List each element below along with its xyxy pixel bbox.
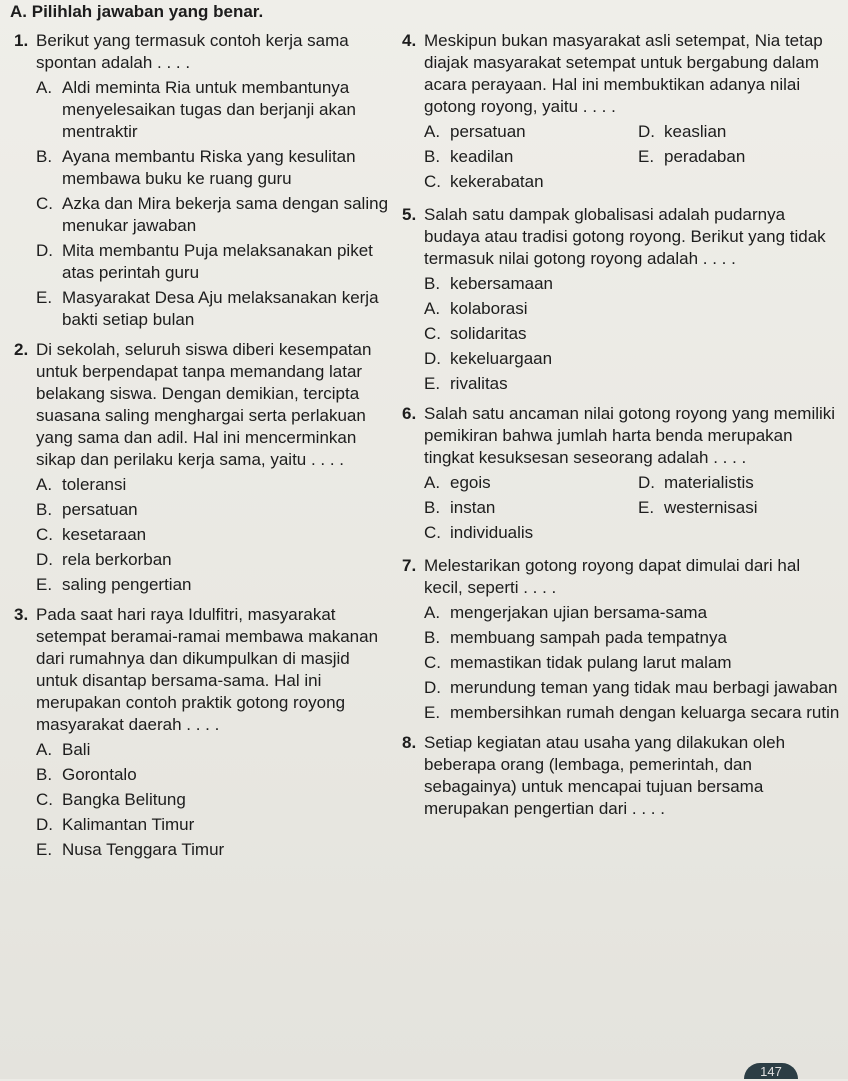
answer-option bbox=[36, 549, 396, 571]
option-letter: C. bbox=[424, 172, 441, 191]
option-text: keadilan bbox=[450, 147, 514, 166]
option-text: Nusa Tenggara Timur bbox=[62, 840, 225, 859]
question-number: 3. bbox=[14, 605, 29, 624]
option-letter: A. bbox=[424, 122, 441, 141]
option-letter: B. bbox=[424, 147, 441, 166]
option-text: toleransi bbox=[62, 475, 127, 494]
answer-option bbox=[424, 146, 628, 168]
answer-options bbox=[424, 472, 842, 547]
answer-option bbox=[424, 677, 842, 699]
answer-option bbox=[36, 814, 396, 836]
option-letter: A. bbox=[36, 475, 53, 494]
question-number: 1. bbox=[14, 31, 29, 50]
option-text: kolaborasi bbox=[450, 299, 528, 318]
option-letter: D. bbox=[36, 550, 53, 569]
question-header bbox=[14, 30, 396, 74]
answer-option bbox=[36, 524, 396, 546]
option-letter: E. bbox=[638, 147, 655, 166]
question-text: Pada saat hari raya Idulfitri, masyarakat setempat beramai-ramai membawa makanan dari rumahnya dan dikumpulkan di masjid untuk disantap bersama-sama. Hal ini merupakan contoh praktik gotong royong masyarakat daerah . . . . bbox=[36, 605, 379, 734]
question-number: 2. bbox=[14, 340, 29, 359]
option-text: membuang sampah pada tempatnya bbox=[450, 628, 727, 647]
section-letter: A. bbox=[10, 2, 27, 21]
question-text: Setiap kegiatan atau usaha yang dilakukan oleh beberapa orang (lembaga, pemerintah, dan sebagainya) untuk mencapai tujuan bersama merupakan pengertian dari . . . . bbox=[424, 733, 786, 818]
question-8 bbox=[402, 732, 842, 820]
option-text: memastikan tidak pulang larut malam bbox=[450, 653, 732, 672]
option-letter: A. bbox=[36, 740, 53, 759]
option-letter: B. bbox=[424, 274, 441, 293]
answer-option bbox=[424, 373, 842, 395]
option-letter: C. bbox=[424, 324, 441, 343]
answer-option bbox=[36, 146, 396, 190]
answer-option bbox=[36, 287, 396, 331]
answer-option bbox=[424, 497, 628, 519]
question-5 bbox=[402, 204, 842, 395]
answer-option bbox=[424, 298, 842, 320]
question-7 bbox=[402, 555, 842, 724]
question-text: Melestarikan gotong royong dapat dimulai dari hal kecil, seperti . . . . bbox=[424, 556, 801, 597]
answer-option bbox=[36, 499, 396, 521]
answer-option bbox=[424, 171, 628, 193]
option-text: membersihkan rumah dengan keluarga secara rutin bbox=[450, 703, 840, 722]
answer-option bbox=[638, 146, 842, 168]
answer-option bbox=[424, 472, 628, 494]
option-text: saling pengertian bbox=[62, 575, 192, 594]
left-column bbox=[14, 30, 396, 869]
option-letter: C. bbox=[36, 790, 53, 809]
answer-option bbox=[424, 652, 842, 674]
option-letter: B. bbox=[36, 147, 53, 166]
answer-options bbox=[36, 474, 396, 596]
option-letter: C. bbox=[424, 653, 441, 672]
option-text: Aldi meminta Ria untuk membantunya menyelesaikan tugas dan berjanji akan mentraktir bbox=[62, 78, 356, 141]
answer-option bbox=[424, 602, 842, 624]
option-text: keaslian bbox=[664, 122, 727, 141]
question-1 bbox=[14, 30, 396, 331]
option-text: persatuan bbox=[62, 500, 138, 519]
option-text: Masyarakat Desa Aju melaksanakan kerja bakti setiap bulan bbox=[62, 288, 379, 329]
question-text: Berikut yang termasuk contoh kerja sama spontan adalah . . . . bbox=[36, 31, 349, 72]
option-letter: E. bbox=[36, 840, 53, 859]
option-letter: D. bbox=[424, 678, 441, 697]
option-text: kebersamaan bbox=[450, 274, 554, 293]
option-text: egois bbox=[450, 473, 491, 492]
question-text: Meskipun bukan masyarakat asli setempat, Nia tetap diajak masyarakat setempat untuk bergabung dalam acara perayaan. Hal ini membuktikan adanya nilai gotong royong, yaitu . . . . bbox=[424, 31, 823, 116]
option-letter: C. bbox=[424, 523, 441, 542]
question-header bbox=[14, 604, 396, 736]
question-4 bbox=[402, 30, 842, 196]
option-letter: E. bbox=[36, 288, 53, 307]
question-number: 8. bbox=[402, 733, 417, 752]
answer-option bbox=[36, 240, 396, 284]
question-text: Salah satu ancaman nilai gotong royong yang memiliki pemikiran bahwa jumlah harta benda merupakan tingkat kesuksesan seseorang adalah . . . . bbox=[424, 404, 836, 467]
answer-options bbox=[36, 77, 396, 331]
answer-option bbox=[36, 789, 396, 811]
option-letter: D. bbox=[638, 473, 655, 492]
answer-option bbox=[638, 472, 842, 494]
answer-option bbox=[424, 627, 842, 649]
option-text: Bali bbox=[62, 740, 91, 759]
answer-options bbox=[424, 273, 842, 395]
option-text: individualis bbox=[450, 523, 534, 542]
option-text: westernisasi bbox=[664, 498, 758, 517]
option-letter: E. bbox=[424, 703, 441, 722]
page-number: 147 bbox=[744, 1063, 798, 1079]
question-number: 5. bbox=[402, 205, 417, 224]
option-letter: B. bbox=[36, 765, 53, 784]
option-text: kekeluargaan bbox=[450, 349, 553, 368]
option-letter: A. bbox=[424, 299, 441, 318]
answer-option bbox=[424, 121, 628, 143]
option-text: persatuan bbox=[450, 122, 526, 141]
option-text: Bangka Belitung bbox=[62, 790, 186, 809]
question-number: 6. bbox=[402, 404, 417, 423]
answer-option bbox=[424, 522, 628, 544]
section-heading bbox=[10, 2, 263, 22]
option-text: materialistis bbox=[664, 473, 754, 492]
question-6 bbox=[402, 403, 842, 547]
option-letter: E. bbox=[36, 575, 53, 594]
option-text: Kalimantan Timur bbox=[62, 815, 195, 834]
option-text: merundung teman yang tidak mau berbagi jawaban bbox=[450, 678, 838, 697]
option-letter: B. bbox=[424, 628, 441, 647]
option-letter: D. bbox=[424, 349, 441, 368]
option-text: kesetaraan bbox=[62, 525, 147, 544]
question-header bbox=[402, 555, 842, 599]
option-letter: C. bbox=[36, 194, 53, 213]
option-text: Mita membantu Puja melaksanakan piket atas perintah guru bbox=[62, 241, 373, 282]
answer-options bbox=[36, 739, 396, 861]
answer-option bbox=[424, 323, 842, 345]
answer-option bbox=[36, 839, 396, 861]
option-letter: B. bbox=[424, 498, 441, 517]
option-letter: A. bbox=[424, 603, 441, 622]
answer-option bbox=[36, 474, 396, 496]
answer-option bbox=[638, 497, 842, 519]
answer-option bbox=[36, 739, 396, 761]
question-2 bbox=[14, 339, 396, 596]
answer-option bbox=[638, 121, 842, 143]
option-text: instan bbox=[450, 498, 496, 517]
answer-option bbox=[36, 77, 396, 143]
question-text: Di sekolah, seluruh siswa diberi kesempatan untuk berpendapat tanpa memandang latar belakang siswa. Dengan demikian, tercipta suasana saling menghargai serta perlakuan yang sama dan adil. Hal ini mencerminkan sikap dan perilaku kerja sama, yaitu . . . . bbox=[36, 340, 372, 469]
option-text: Ayana membantu Riska yang kesulitan membawa buku ke ruang guru bbox=[62, 147, 356, 188]
question-header bbox=[14, 339, 396, 471]
option-letter: A. bbox=[424, 473, 441, 492]
option-text: rivalitas bbox=[450, 374, 508, 393]
option-letter: A. bbox=[36, 78, 53, 97]
option-text: solidaritas bbox=[450, 324, 527, 343]
question-header bbox=[402, 30, 842, 118]
option-letter: D. bbox=[36, 241, 53, 260]
option-text: kekerabatan bbox=[450, 172, 544, 191]
answer-options bbox=[424, 602, 842, 724]
question-header bbox=[402, 403, 842, 469]
option-text: Azka dan Mira bekerja sama dengan saling menukar jawaban bbox=[62, 194, 389, 235]
answer-option bbox=[424, 702, 842, 724]
answer-options bbox=[424, 121, 842, 196]
question-3 bbox=[14, 604, 396, 861]
question-header bbox=[402, 204, 842, 270]
answer-option bbox=[36, 764, 396, 786]
option-text: peradaban bbox=[664, 147, 746, 166]
question-header bbox=[402, 732, 842, 820]
option-letter: B. bbox=[36, 500, 53, 519]
option-letter: E. bbox=[638, 498, 655, 517]
option-letter: C. bbox=[36, 525, 53, 544]
answer-option bbox=[424, 273, 842, 295]
question-number: 7. bbox=[402, 556, 417, 575]
option-text: Gorontalo bbox=[62, 765, 137, 784]
option-letter: E. bbox=[424, 374, 441, 393]
section-title: Pilihlah jawaban yang benar. bbox=[31, 2, 264, 21]
option-text: mengerjakan ujian bersama-sama bbox=[450, 603, 708, 622]
right-column bbox=[402, 30, 842, 828]
answer-option bbox=[424, 348, 842, 370]
answer-option bbox=[36, 574, 396, 596]
answer-option bbox=[36, 193, 396, 237]
option-letter: D. bbox=[638, 122, 655, 141]
option-letter: D. bbox=[36, 815, 53, 834]
option-text: rela berkorban bbox=[62, 550, 172, 569]
question-text: Salah satu dampak globalisasi adalah pudarnya budaya atau tradisi gotong royong. Berikut yang tidak termasuk nilai gotong royong adalah . . . . bbox=[424, 205, 826, 268]
question-number: 4. bbox=[402, 31, 417, 50]
